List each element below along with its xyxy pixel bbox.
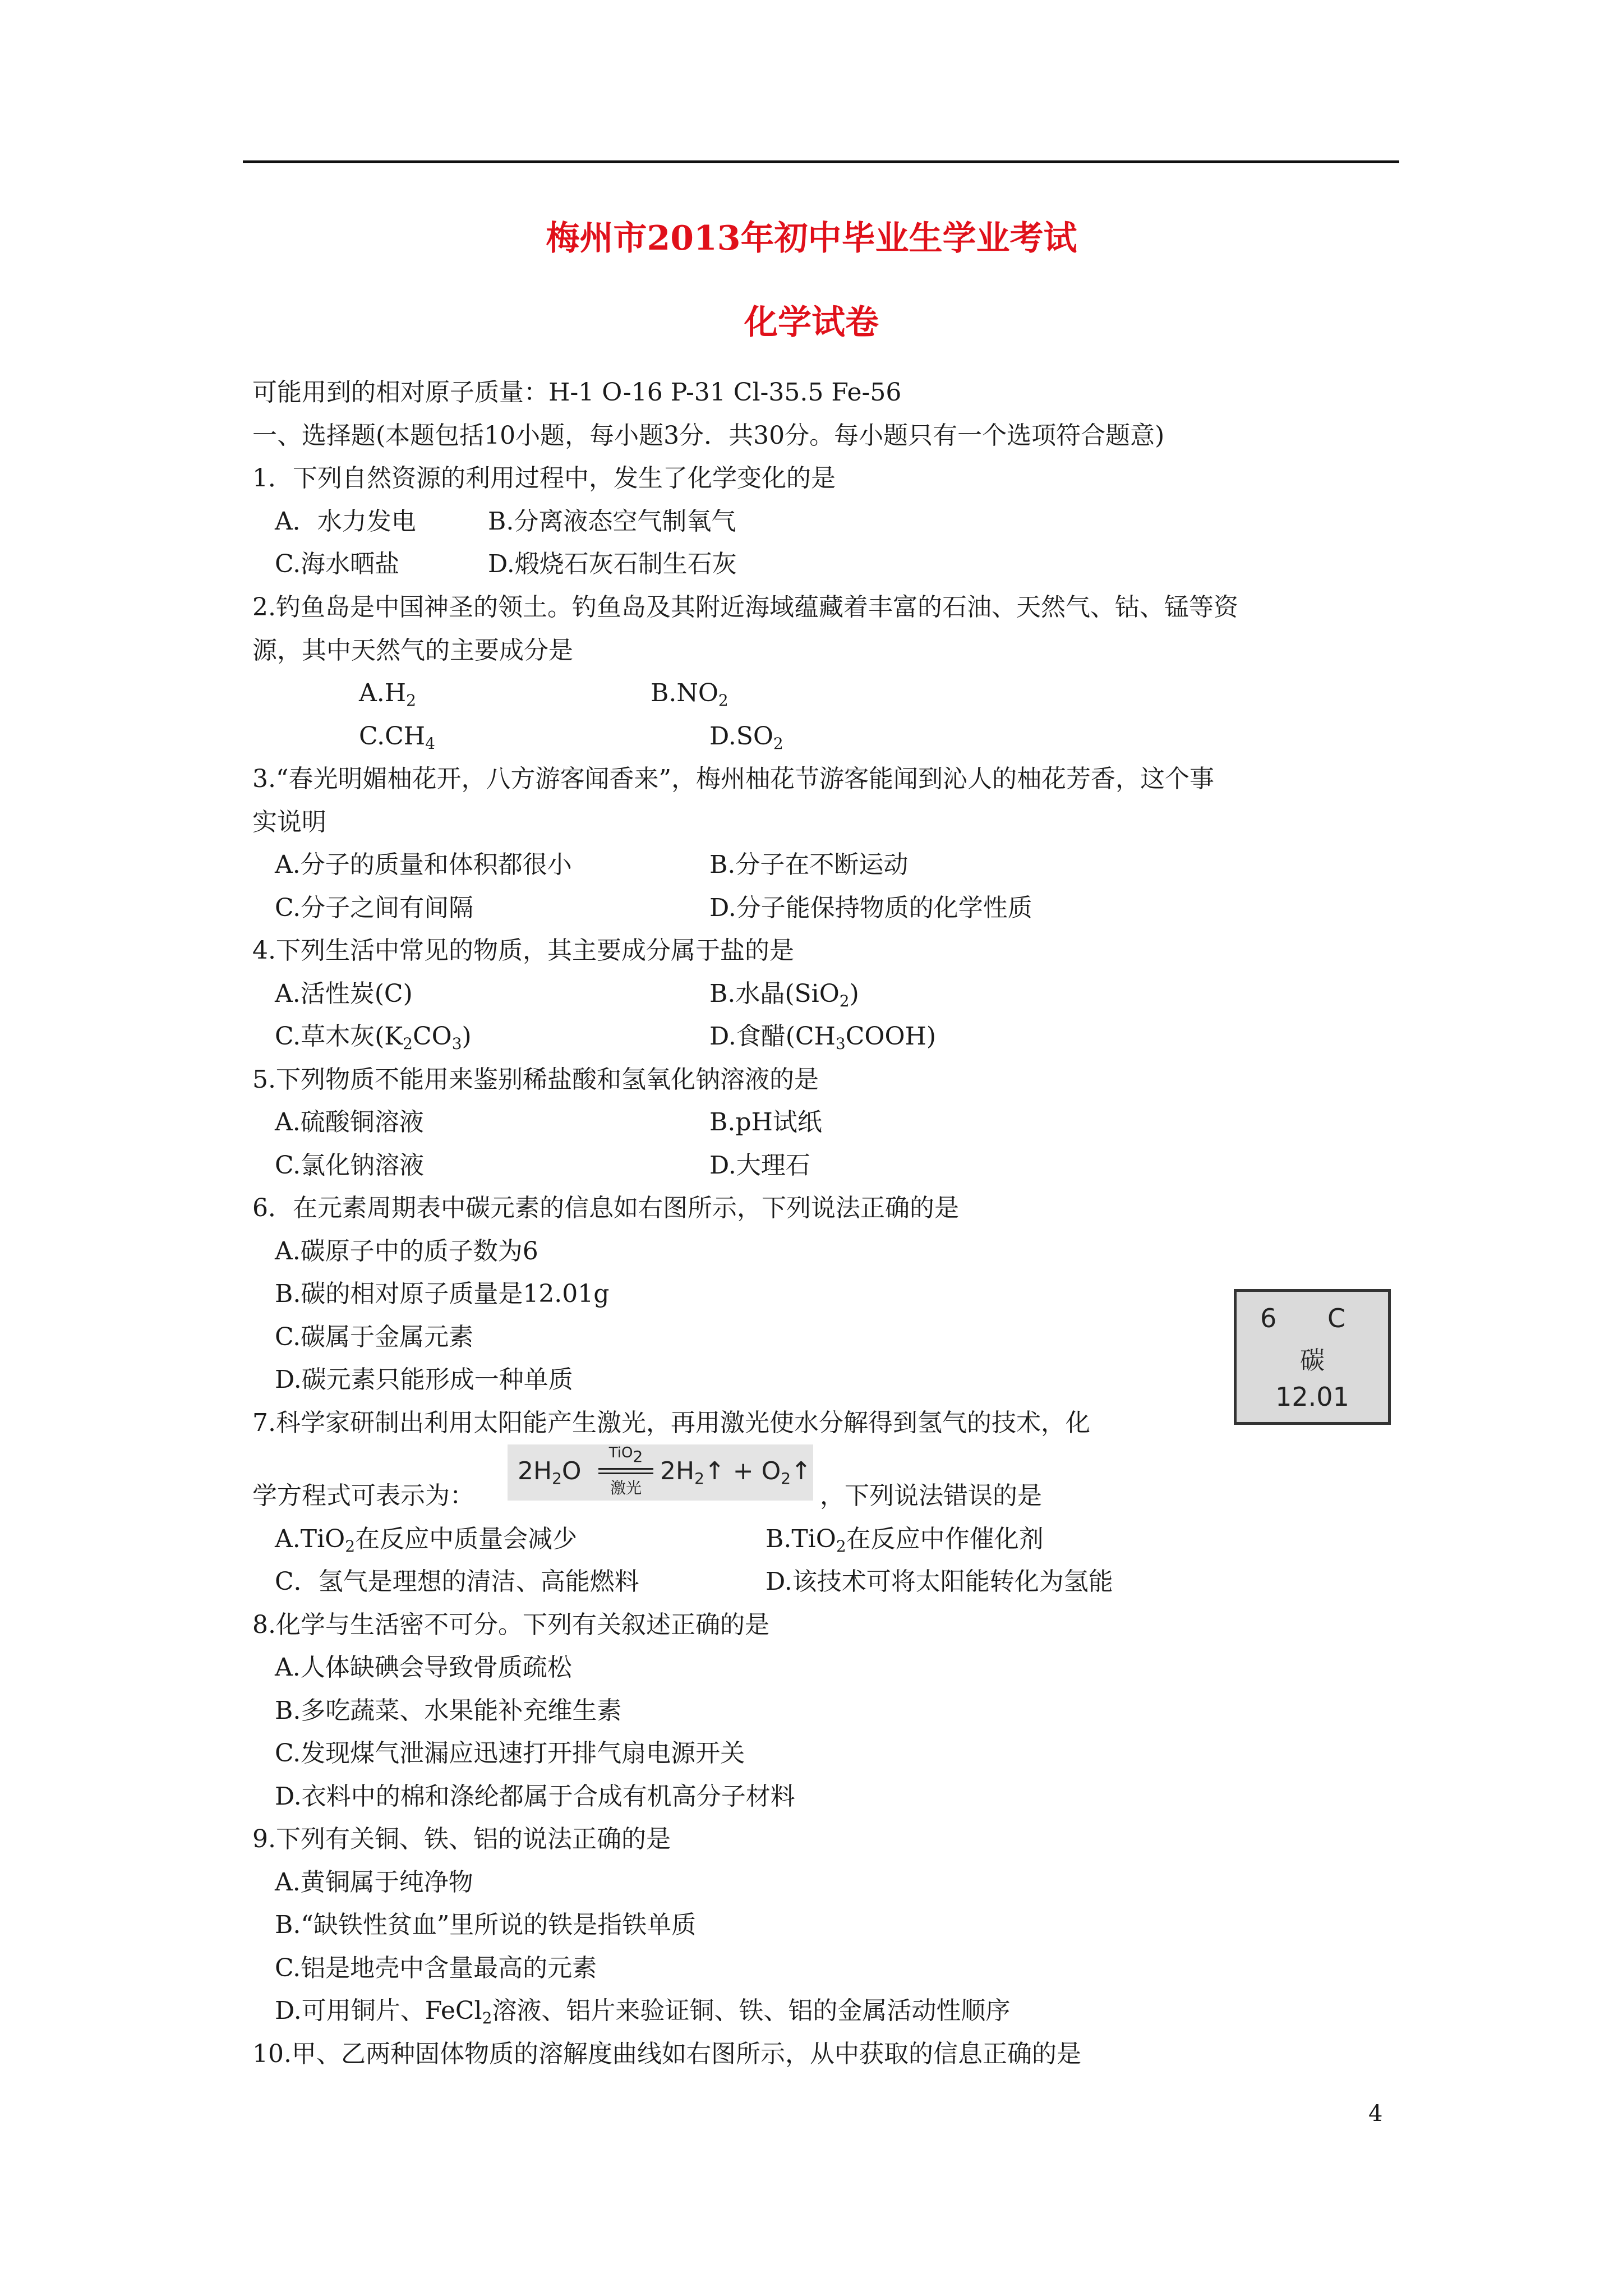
carbon-element-tile xyxy=(1234,1289,1391,1425)
tile-symbol: C xyxy=(1327,1303,1346,1333)
q6-option-d: D.碳元素只能形成一种单质 xyxy=(275,1365,573,1394)
q5-stem: 5.下列物质不能用来鉴别稀盐酸和氢氧化钠溶液的是 xyxy=(252,1065,819,1094)
q1-option-b: B.分离液态空气制氧气 xyxy=(488,507,736,536)
equation-condition: 激光 xyxy=(610,1479,642,1497)
q3-option-b: B.分子在不断运动 xyxy=(709,850,909,879)
q7-stem-line2-prefix: 学方程式可表示为： xyxy=(252,1481,474,1510)
q2-option-a: $A.H_2$ xyxy=(359,679,416,710)
q9-option-c: C.铝是地壳中含量最高的元素 xyxy=(275,1954,597,1982)
q3-stem-line2: 实说明 xyxy=(252,808,326,836)
tile-atomic-mass: 12.01 xyxy=(1275,1382,1349,1412)
atomic-masses-note: 可能用到的相对原子质量：H-1 O-16 P-31 Cl-35.5 Fe-56 xyxy=(252,378,902,407)
equation-bar xyxy=(598,1473,653,1474)
q1-option-a: A．水力发电 xyxy=(275,507,416,536)
q2-stem-line2: 源，其中天然气的主要成分是 xyxy=(252,636,573,665)
q7-option-c: C．氢气是理想的清洁、高能燃料 xyxy=(275,1567,639,1596)
top-rule xyxy=(243,160,1399,163)
q7-option-d: D.该技术可将太阳能转化为氢能 xyxy=(766,1567,1113,1596)
q2-option-b: $B.NO_2$ xyxy=(651,679,728,710)
q6-stem: 6．在元素周期表中碳元素的信息如右图所示，下列说法正确的是 xyxy=(252,1194,959,1222)
q2-option-d: $D.SO_2$ xyxy=(709,722,783,753)
q7-option-a: A.TiO$_2$在反应中质量会减少 xyxy=(275,1525,578,1556)
q1-option-d: D.煅烧石灰石制生石灰 xyxy=(488,550,737,578)
q6-option-b: B.碳的相对原子质量是12.01g xyxy=(275,1280,610,1308)
q3-option-d: D.分子能保持物质的化学性质 xyxy=(709,894,1032,922)
q1-option-c: C.海水晒盐 xyxy=(275,550,400,578)
equation-catalyst: TiO$_2$ xyxy=(608,1444,643,1466)
q8-option-a: A.人体缺碘会导致骨质疏松 xyxy=(275,1653,572,1682)
q4-stem: 4.下列生活中常见的物质，其主要成分属于盐的是 xyxy=(252,936,794,965)
q2-option-c: $C.CH_4$ xyxy=(359,722,435,753)
equation-products: $2H_2↑$ + $O_2↑$ xyxy=(660,1457,811,1488)
q5-option-c: C.氯化钠溶液 xyxy=(275,1151,425,1180)
q4-option-c: C.草木灰$(K_2CO_3)$ xyxy=(275,1022,472,1053)
tile-atomic-number: 6 xyxy=(1260,1303,1277,1333)
equation-bar xyxy=(598,1468,653,1470)
q4-option-b: B.水晶(SiO$_2$) xyxy=(709,979,859,1010)
tile-element-name: 碳 xyxy=(1300,1346,1325,1375)
q8-option-b: B.多吃蔬菜、水果能补充维生素 xyxy=(275,1696,622,1725)
q7-stem-line1: 7.科学家研制出利用太阳能产生激光，再用激光使水分解得到氢气的技术，化 xyxy=(252,1409,1090,1437)
q10-stem: 10.甲、乙两种固体物质的溶解度曲线如右图所示，从中获取的信息正确的是 xyxy=(252,2040,1081,2068)
q1-stem: 1．下列自然资源的利用过程中，发生了化学变化的是 xyxy=(252,464,836,493)
q7-stem-line2-suffix: ，下列说法错误的是 xyxy=(820,1481,1042,1510)
q6-option-a: A.碳原子中的质子数为6 xyxy=(275,1237,538,1266)
q3-option-c: C.分子之间有间隔 xyxy=(275,894,474,922)
q9-stem: 9.下列有关铜、铁、铝的说法正确的是 xyxy=(252,1825,671,1853)
q7-option-b: B.TiO$_2$在反应中作催化剂 xyxy=(766,1525,1044,1556)
chemical-equation-image xyxy=(508,1444,813,1501)
q5-option-d: D.大理石 xyxy=(709,1151,810,1180)
q4-option-d: D.食醋$(CH_3COOH)$ xyxy=(709,1022,937,1053)
q8-option-c: C.发现煤气泄漏应迅速打开排气扇电源开关 xyxy=(275,1739,745,1768)
q4-option-a: A.活性炭(C) xyxy=(275,979,413,1008)
q6-option-c: C.碳属于金属元素 xyxy=(275,1323,474,1351)
exam-subtitle: 化学试卷 xyxy=(744,303,879,342)
q8-option-d: D.衣料中的棉和涤纶都属于合成有机高分子材料 xyxy=(275,1782,795,1811)
exam-title: 梅州市2013年初中毕业生学业考试 xyxy=(546,219,1077,258)
page-number: 4 xyxy=(1368,2101,1383,2127)
q8-stem: 8.化学与生活密不可分。下列有关叙述正确的是 xyxy=(252,1611,769,1639)
q3-option-a: A.分子的质量和体积都很小 xyxy=(275,850,572,879)
q5-option-a: A.硫酸铜溶液 xyxy=(275,1108,424,1137)
q2-stem-line1: 2.钓鱼岛是中国神圣的领土。钓鱼岛及其附近海域蕴藏着丰富的石油、天然气、钴、锰等资 xyxy=(252,593,1238,622)
q5-option-b: B.pH试纸 xyxy=(709,1108,822,1137)
q3-stem-line1: 3.“春光明媚柚花开，八方游客闻香来”，梅州柚花节游客能闻到沁人的柚花芳香，这个事 xyxy=(252,765,1214,793)
section-heading: 一、选择题(本题包括10小题，每小题3分．共30分。每小题只有一个选项符合题意) xyxy=(252,421,1165,450)
q9-option-d: D.可用铜片、FeCl$_2$溶液、铝片来验证铜、铁、铝的金属活动性顺序 xyxy=(275,1996,1011,2027)
q9-option-b: B.“缺铁性贫血”里所说的铁是指铁单质 xyxy=(275,1911,697,1939)
equation-reactant: $2H_2O$ xyxy=(518,1457,582,1488)
q9-option-a: A.黄铜属于纯净物 xyxy=(275,1868,473,1897)
